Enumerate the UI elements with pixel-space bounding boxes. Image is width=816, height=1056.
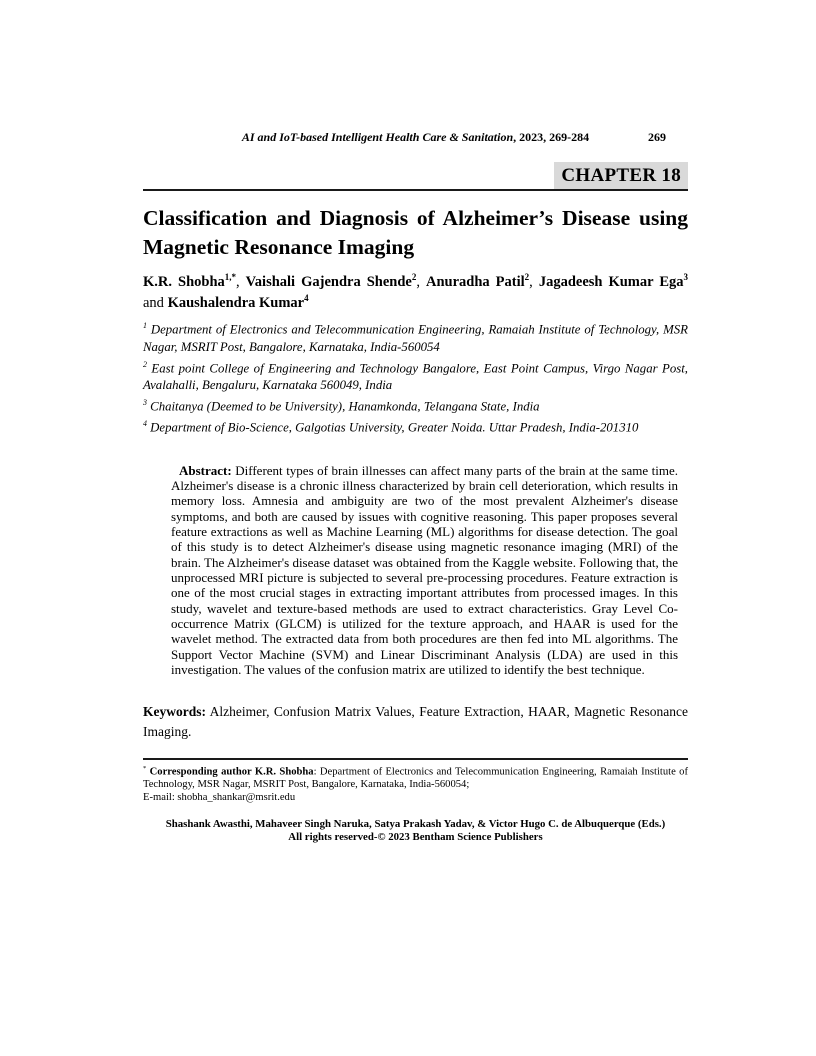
abstract-text: Different types of brain illnesses can affect many parts of the brain at the same time. Alzheimer's disease is a chronic illness characterized by brain cell deterioration, which results in memory loss. Amnesia and ambiguity are two of the most prevalent Alzheimer's disease symptoms, and both are caused by issues with cognitive reasoning. This paper proposes several feature extractions as well as Machine Learning (ML) algorithms for disease detection. The goal of this study is to detect Alzheimer's disease using magnetic resonance imaging (MRI) of the brain. The Alzheimer's disease dataset was obtained from the Kaggle website. Following that, the unprocessed MRI picture is subjected to several pre-processing procedures. Feature extraction is one of the most crucial stages in extracting important attributes from processed images. In this study, wavelet and texture-based methods are used to extract characteristics. Gray Level Co-occurrence Matrix (GLCM) is utilized for the texture approach, and HAAR is used for the wavelet method. The extracted data from both procedures are then fed into ML algorithms. The Support Vector Machine (SVM) and Linear Discriminant Analysis (LDA) are used in this investigation. The values of the confusion matrix are utilized to identify the best technique.: [171, 462, 678, 677]
running-head-text: [242, 130, 589, 144]
page-number: 269: [648, 130, 666, 144]
abstract-label: Abstract:: [179, 462, 232, 478]
footnote-block: [143, 758, 688, 805]
affiliation-list: [143, 321, 688, 436]
keywords: [143, 702, 688, 743]
author-segment: Kaushalendra Kumar$^4$: [167, 293, 309, 312]
running-head-suffix: , 2023, 269-284: [513, 130, 590, 144]
footnote-marker: *: [143, 764, 147, 772]
chapter-badge: CHAPTER 18: [554, 162, 688, 189]
running-head: [143, 130, 688, 145]
author-segment: Vaishali Gajendra Shende$^2$,: [245, 272, 426, 291]
page-content: [143, 0, 688, 845]
chapter-rule: [143, 162, 688, 191]
affiliation-item: $^4$ Department of Bio-Science, Galgotias University, Greater Noida. Uttar Pradesh, India-201310: [143, 419, 639, 435]
copyright-line: All rights reserved-© 2023 Bentham Science Publishers: [288, 831, 543, 844]
author-list: [143, 271, 688, 313]
corresponding-author-address: : Department of Electronics and Telecommunication Engineering, Ramaiah Institute of Technology, MSR Nagar, MSRIT Post, Bangalore, Karnataka, India-560054;: [143, 766, 688, 791]
editors-block: [143, 818, 688, 845]
affiliation-item: $^2$ East point College of Engineering and Technology Bangalore, East Point Campus, Virgo Nagar Post, Avalahalli, Bengaluru, Karnataka 560049, India: [143, 359, 688, 393]
keywords-label: Keywords:: [143, 704, 206, 720]
editors-line: Shashank Awasthi, Mahaveer Singh Naruka, Satya Prakash Yadav, & Victor Hugo C. de Albuquerque (Eds.): [165, 817, 666, 830]
abstract: [171, 463, 678, 678]
corresponding-author-note: [143, 765, 688, 792]
corresponding-author-name: Corresponding author K.R. Shobha: [146, 766, 314, 778]
email-line: E-mail: shobha_shankar@msrit.edu: [143, 792, 296, 804]
author-segment: K.R. Shobha$^{1,*}$,: [143, 272, 246, 291]
affiliation-item: $^1$ Department of Electronics and Telecommunication Engineering, Ramaiah Institute of Technology, MSR Nagar, MSRIT Post, Bangalore, Karnataka, India-560054: [143, 321, 688, 354]
author-segment: Jagadeesh Kumar Ega$^3$ and: [143, 272, 688, 312]
article-title: Classification and Diagnosis of Alzheimer’s Disease using Magnetic Resonance Imaging: [143, 206, 688, 259]
affiliation-item: $^3$ Chaitanya (Deemed to be University), Hanamkonda, Telangana State, India: [143, 398, 540, 414]
running-head-journal: AI and IoT-based Intelligent Health Care & Sanitation: [241, 130, 514, 144]
author-segment: Anuradha Patil$^2$,: [426, 272, 539, 291]
keywords-text: Alzheimer, Confusion Matrix Values, Feature Extraction, HAAR, Magnetic Resonance Imaging.: [143, 704, 688, 740]
